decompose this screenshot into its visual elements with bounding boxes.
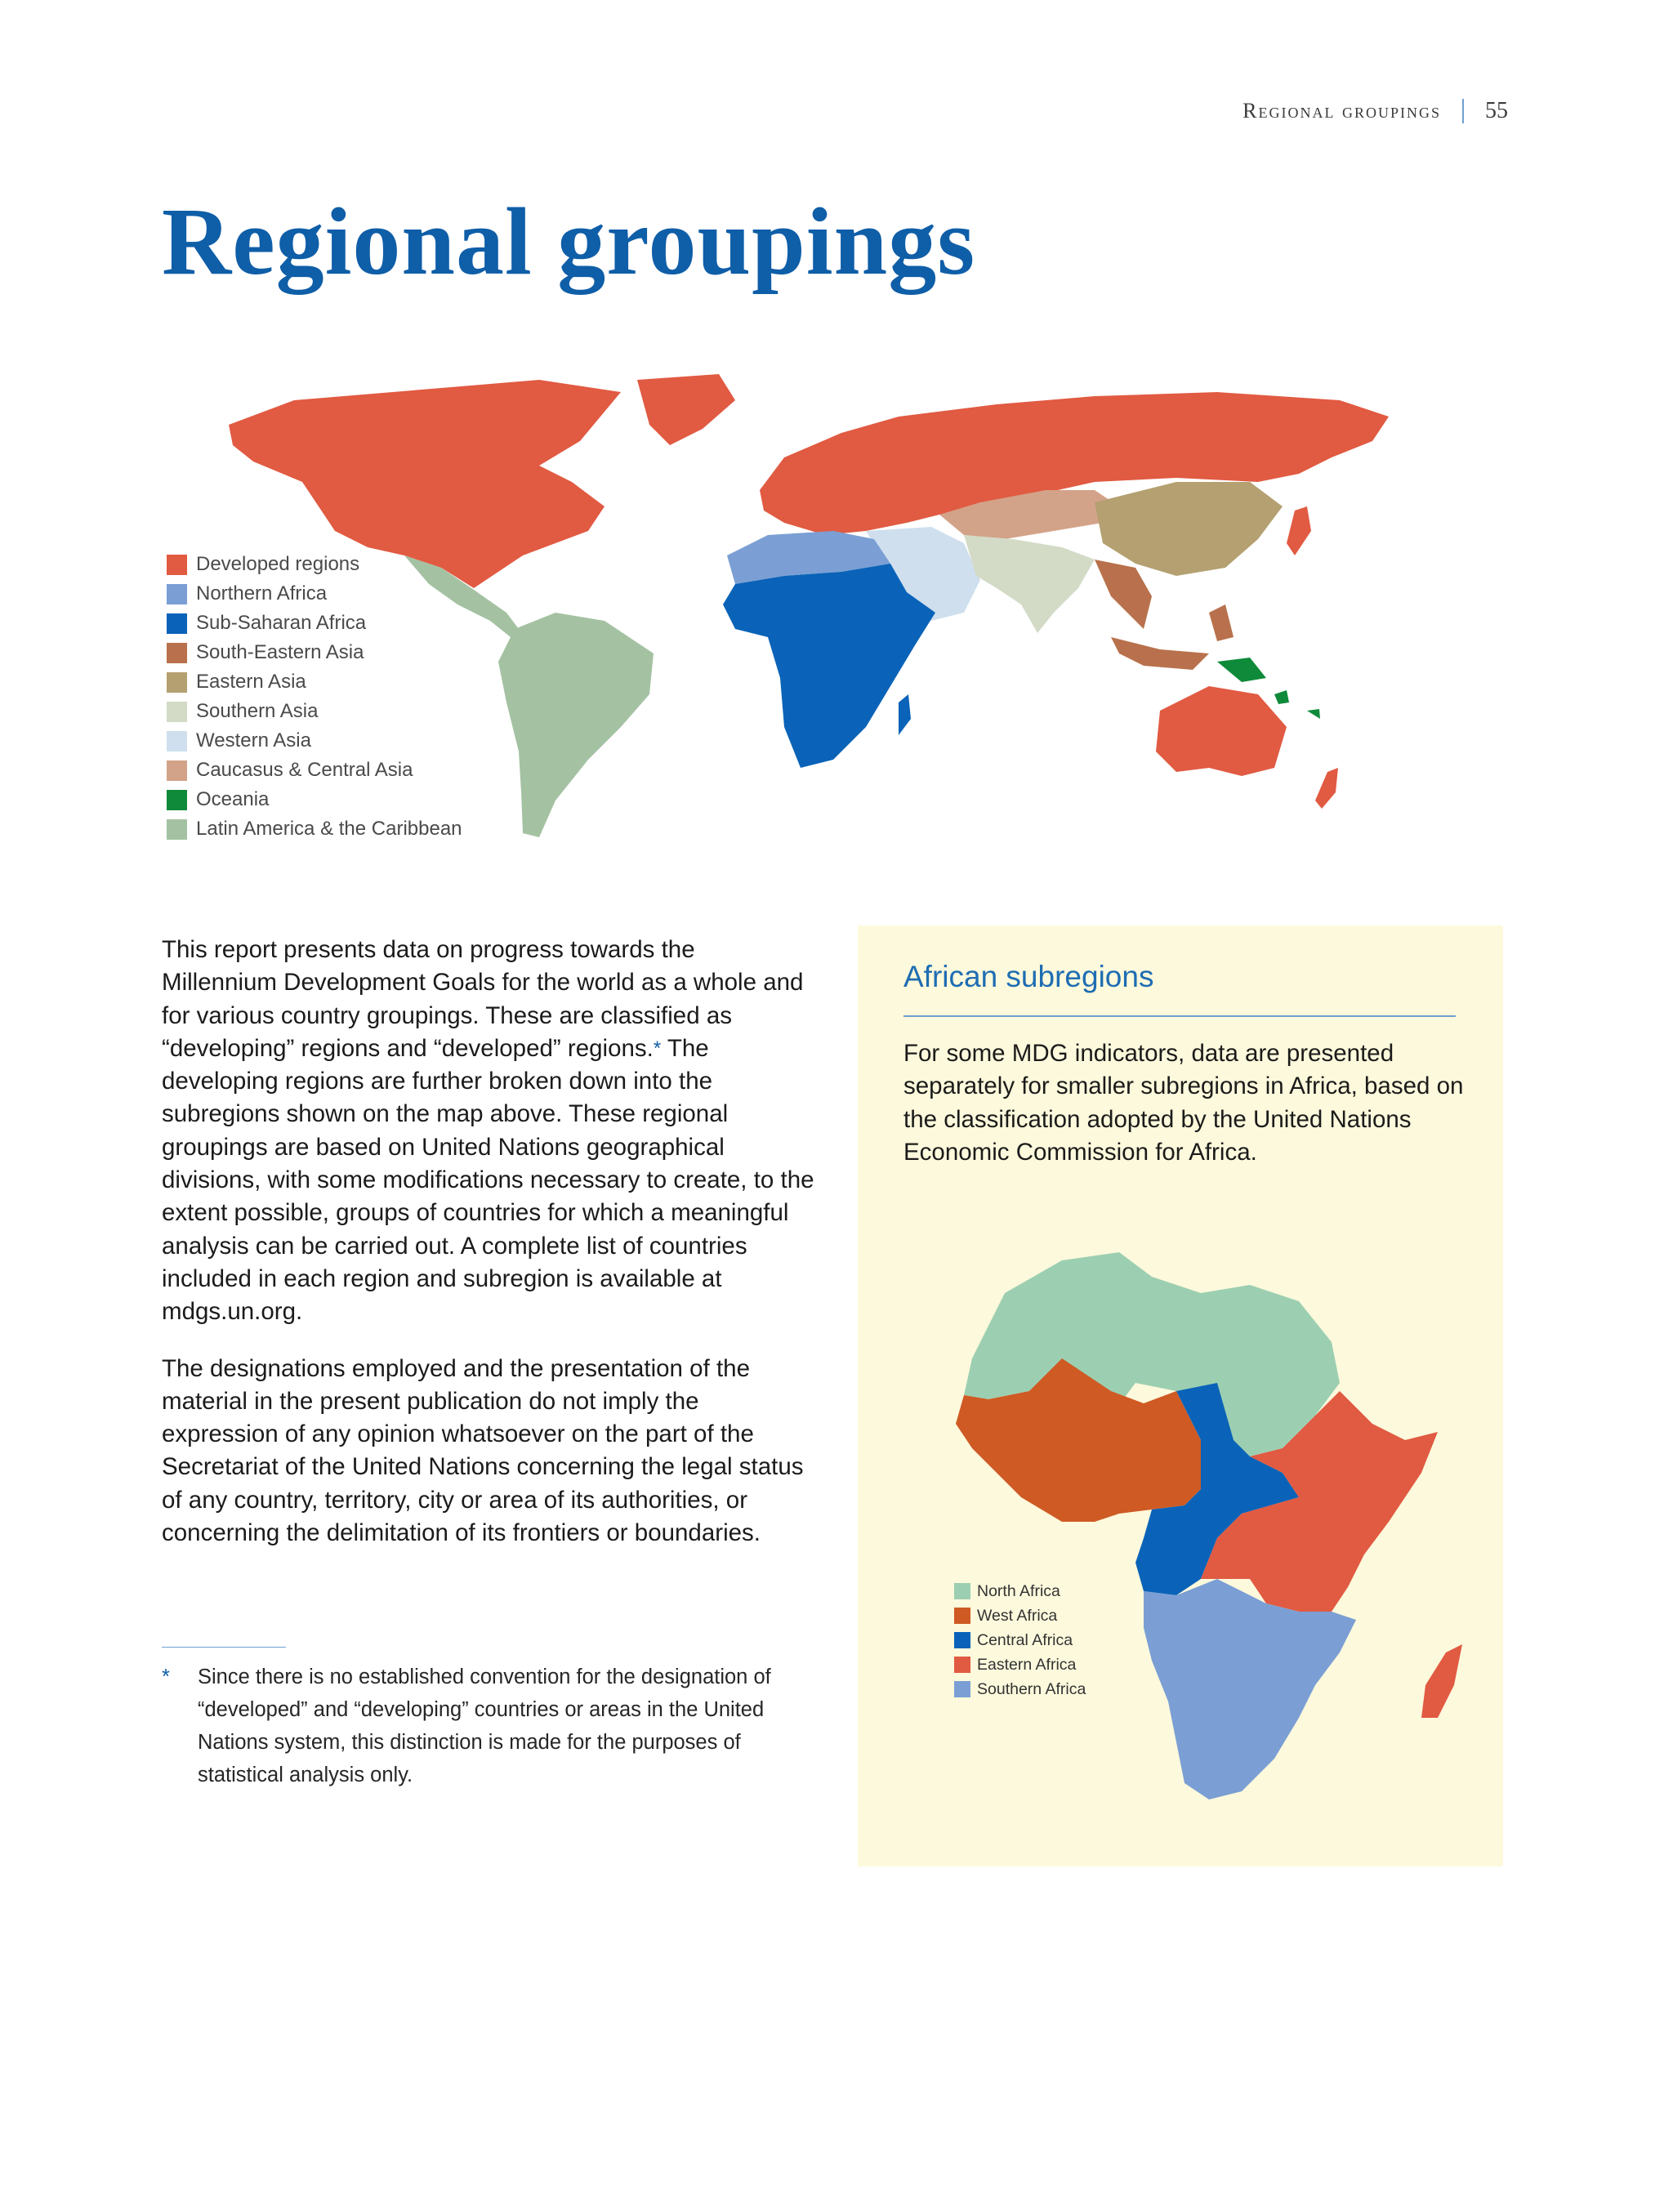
legend-swatch (167, 702, 187, 722)
legend-item (954, 1652, 1086, 1677)
body-text (162, 934, 815, 1573)
body-paragraph-part: This report presents data on progress towards the Millennium Development Goals for the world as a whole and for various country groupings. These are classified as “developing” regions and “developed” regions. (162, 936, 804, 1062)
footnote-star: * (162, 1666, 170, 1688)
africa-southern (1144, 1579, 1356, 1799)
legend-label: Caucasus & Central Asia (196, 759, 413, 781)
map-sub-saharan-africa (723, 564, 935, 768)
legend-item (954, 1628, 1086, 1652)
legend-swatch (167, 731, 187, 751)
africa-subregion-map (874, 1228, 1495, 1857)
legend-item (167, 756, 462, 785)
running-head-title: Regional groupings (1242, 99, 1441, 123)
legend-label: Western Asia (196, 729, 311, 751)
body-paragraph: The designations employed and the presentation of the material in the present publication do not imply the expression of any opinion whatsoever on the part of the Secretariat of the United Nations concerning the legal status of any country, territory, city or area of its authorities, or concerning the delimitation of its frontiers or boundaries. (162, 1354, 804, 1547)
legend-label: Southern Africa (977, 1679, 1086, 1698)
legend-item (167, 638, 462, 667)
running-head (1242, 98, 1508, 124)
legend-item (167, 726, 462, 756)
body-paragraph (162, 934, 815, 1329)
legend-item (954, 1603, 1086, 1628)
running-head-divider (1462, 99, 1464, 123)
legend-label: Developed regions (196, 553, 360, 575)
legend-label: North Africa (977, 1581, 1060, 1600)
footnote (162, 1661, 815, 1791)
legend-swatch (167, 819, 187, 840)
legend-swatch (167, 584, 187, 604)
body-paragraph-part: The developing regions are further broken down into the subregions shown on the map above. These regional groupings are based on United Nations geographical divisions, with some modifications necessary to create, to the extent possible, groups of countries for which a meaningful analysis can be carried out. A complete list of countries included in each region and subregion is available at mdgs.un.org. (162, 1034, 814, 1326)
map-greenland (637, 374, 735, 445)
page-title: Regional groupings (162, 188, 976, 295)
legend-label: Oceania (196, 788, 270, 810)
sidebar-title: African subregions (903, 960, 1154, 993)
legend-swatch (954, 1632, 970, 1648)
legend-swatch (954, 1608, 970, 1624)
legend-label: Northern Africa (196, 582, 328, 604)
legend-item (167, 814, 462, 844)
sidebar-divider (903, 1015, 1456, 1017)
legend-label: West Africa (977, 1606, 1058, 1625)
legend-swatch (167, 790, 187, 810)
legend-swatch (954, 1657, 970, 1673)
map-southern-asia (964, 535, 1095, 633)
africa-map-legend (954, 1579, 1086, 1701)
legend-label: Southern Asia (196, 700, 319, 722)
legend-label: Eastern Africa (977, 1655, 1077, 1674)
legend-item (167, 697, 462, 726)
legend-label: Eastern Asia (196, 671, 306, 693)
map-south-america (498, 613, 654, 837)
footnote-text: Since there is no established convention for the designation of “developed” and “developing” countries or areas in the United Nations system, this distinction is made for the purposes of statistical analysis only. (198, 1666, 771, 1786)
map-eastern-asia (1095, 482, 1283, 576)
map-australia (1156, 686, 1338, 809)
world-map-legend (167, 550, 462, 844)
sidebar-text: For some MDG indicators, data are presented separately for smaller subregions in Africa, based on the classification adopted by the United Nations Economic Commission for Africa. (903, 1040, 1464, 1166)
legend-label: South-Eastern Asia (196, 641, 364, 663)
footnote-marker[interactable]: * (653, 1037, 662, 1059)
legend-swatch (167, 613, 187, 634)
legend-label: Sub-Saharan Africa (196, 612, 367, 634)
map-south-eastern-asia (1095, 560, 1234, 670)
legend-item (167, 609, 462, 638)
african-subregions-box (858, 925, 1503, 1866)
legend-item (954, 1677, 1086, 1701)
legend-swatch (954, 1681, 970, 1697)
legend-item (167, 579, 462, 609)
map-japan (1287, 506, 1311, 555)
legend-label: Central Africa (977, 1630, 1073, 1649)
legend-item (954, 1579, 1086, 1603)
legend-label: Latin America & the Caribbean (196, 818, 462, 840)
page-number: 55 (1485, 98, 1508, 123)
legend-item (167, 785, 462, 814)
legend-swatch (167, 672, 187, 693)
legend-item (167, 667, 462, 697)
legend-item (167, 550, 462, 579)
legend-swatch (167, 760, 187, 781)
footnote-divider (162, 1647, 286, 1648)
legend-swatch (167, 643, 187, 663)
legend-swatch (954, 1583, 970, 1599)
legend-swatch (167, 555, 187, 575)
